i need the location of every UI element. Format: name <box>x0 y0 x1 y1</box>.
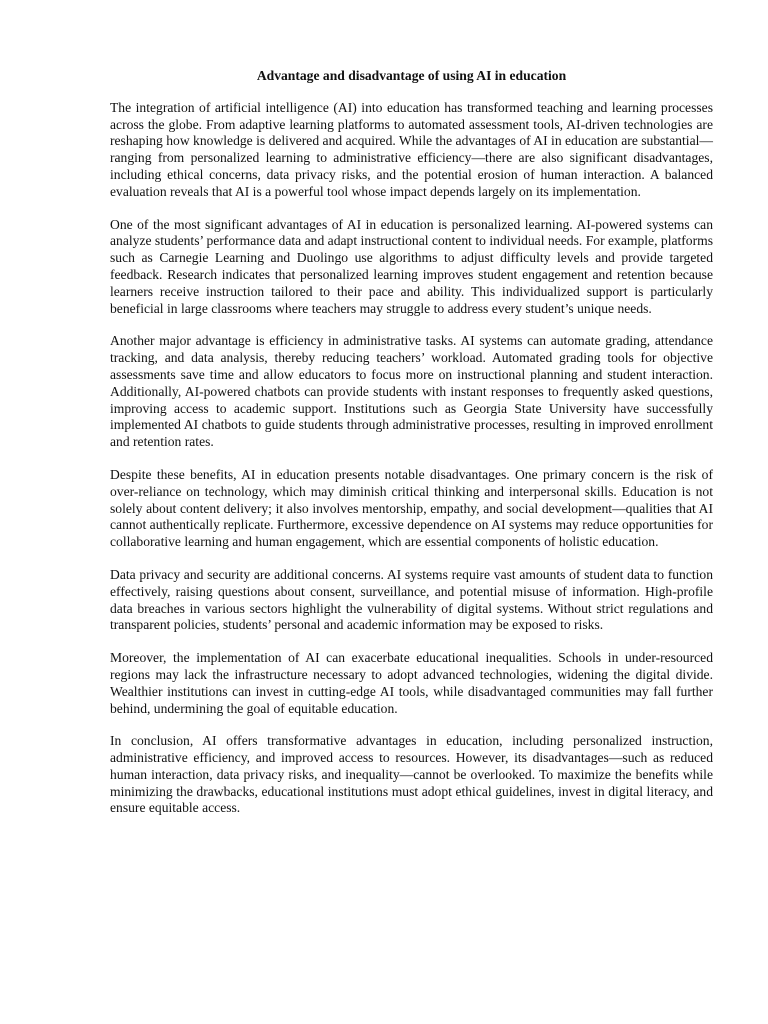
paragraph-over-reliance: Despite these benefits, AI in education presents notable disadvantages. One primary concern is the risk of over-reliance on technology, which may diminish critical thinking and interpersonal skills. Education is not solely about content delivery; it also involves mentorship, empathy, and social development—qualities that AI cannot authentically replicate. Furthermore, excessive dependence on AI systems may reduce opportunities for collaborative learning and human engagement, which are essential components of holistic education. <box>110 466 713 550</box>
paragraph-data-privacy: Data privacy and security are additional concerns. AI systems require vast amounts of student data to function effectively, raising questions about consent, surveillance, and potential misuse of information. High-profile data breaches in various sectors highlight the vulnerability of digital systems. Without strict regulations and transparent policies, students’ personal and academic information may be exposed to risks. <box>110 566 713 633</box>
paragraph-conclusion: In conclusion, AI offers transformative advantages in education, including personalized instruction, administrative efficiency, and improved access to resources. However, its disadvantages—such as reduced human interaction, data privacy risks, and inequality—cannot be overlooked. To maximize the benefits while minimizing the drawbacks, educational institutions must adopt ethical guidelines, invest in digital literacy, and ensure equitable access. <box>110 733 713 816</box>
document-title: Advantage and disadvantage of using AI in education <box>256 68 567 83</box>
document-page <box>110 68 713 833</box>
paragraph-personalized-learning: One of the most significant advantages of AI in education is personalized learning. AI-powered systems can analyze students’ performance data and adapt instructional content to individual needs. For example, platforms such as Carnegie Learning and Duolingo use algorithms to adjust difficulty levels and provide targeted feedback. Research indicates that personalized learning improves student engagement and retention because learners receive instruction tailored to their pace and ability. This individualized support is particularly beneficial in large classrooms where teachers may struggle to address every student’s unique needs. <box>110 216 713 316</box>
paragraph-inequalities: Moreover, the implementation of AI can exacerbate educational inequalities. Schools in under-resourced regions may lack the infrastructure necessary to adopt advanced technologies, widening the digital divide. Wealthier institutions can invest in cutting-edge AI tools, while disadvantaged communities may fall further behind, undermining the goal of equitable education. <box>110 650 713 716</box>
paragraph-administrative-efficiency: Another major advantage is efficiency in administrative tasks. AI systems can automate grading, attendance tracking, and data analysis, thereby reducing teachers’ workload. Automated grading tools for objective assessments save time and allow educators to focus more on instructional planning and student interaction. Additionally, AI-powered chatbots can provide students with instant responses to frequently asked questions, improving access to academic support. Institutions such as Georgia State University have successfully implemented AI chatbots to guide students through administrative processes, resulting in improved enrollment and retention rates. <box>110 333 713 450</box>
paragraph-introduction: The integration of artificial intelligence (AI) into education has transformed teaching and learning processes across the globe. From adaptive learning platforms to automated assessment tools, AI-driven technologies are reshaping how knowledge is delivered and acquired. While the advantages of AI in education are substantial—ranging from personalized learning to administrative efficiency—there are also significant disadvantages, including ethical concerns, data privacy risks, and the potential erosion of human interaction. A balanced evaluation reveals that AI is a powerful tool whose impact depends largely on its implementation. <box>110 99 713 199</box>
